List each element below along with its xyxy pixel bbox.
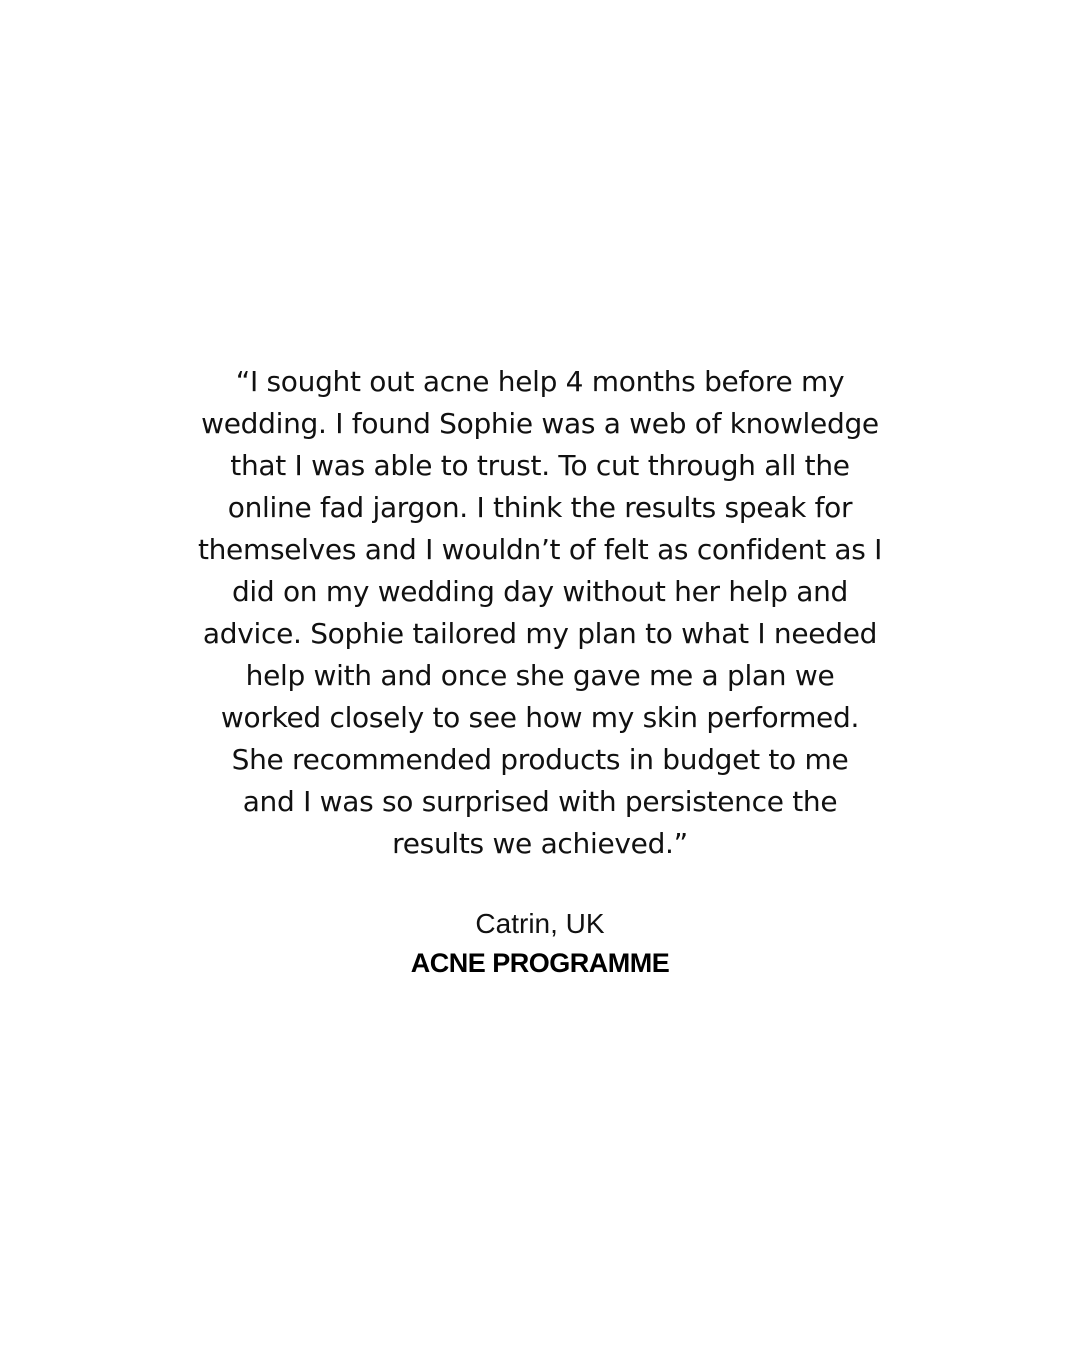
programme-name: ACNE PROGRAMME	[410, 948, 670, 978]
quote-line: She recommended products in budget to me	[231, 743, 849, 776]
author-name: Catrin, UK	[475, 908, 605, 939]
quote-line: “I sought out acne help 4 months before my	[235, 365, 845, 398]
quote-line: advice. Sophie tailored my plan to what I needed	[202, 617, 878, 650]
quote-line: did on my wedding day without her help and	[231, 575, 849, 608]
testimonial-attribution	[0, 903, 1080, 981]
quote-line: that I was able to trust. To cut through all the	[230, 449, 850, 482]
testimonial-quote	[0, 361, 1080, 865]
quote-line: wedding. I found Sophie was a web of knowledge	[201, 407, 879, 440]
quote-line: themselves and I wouldn’t of felt as confident as I	[197, 533, 883, 566]
quote-line: help with and once she gave me a plan we	[245, 659, 835, 692]
quote-line: results we achieved.”	[392, 827, 688, 860]
quote-line: and I was so surprised with persistence the	[242, 785, 838, 818]
quote-line: online fad jargon. I think the results speak for	[227, 491, 853, 524]
quote-line: worked closely to see how my skin performed.	[220, 701, 860, 734]
